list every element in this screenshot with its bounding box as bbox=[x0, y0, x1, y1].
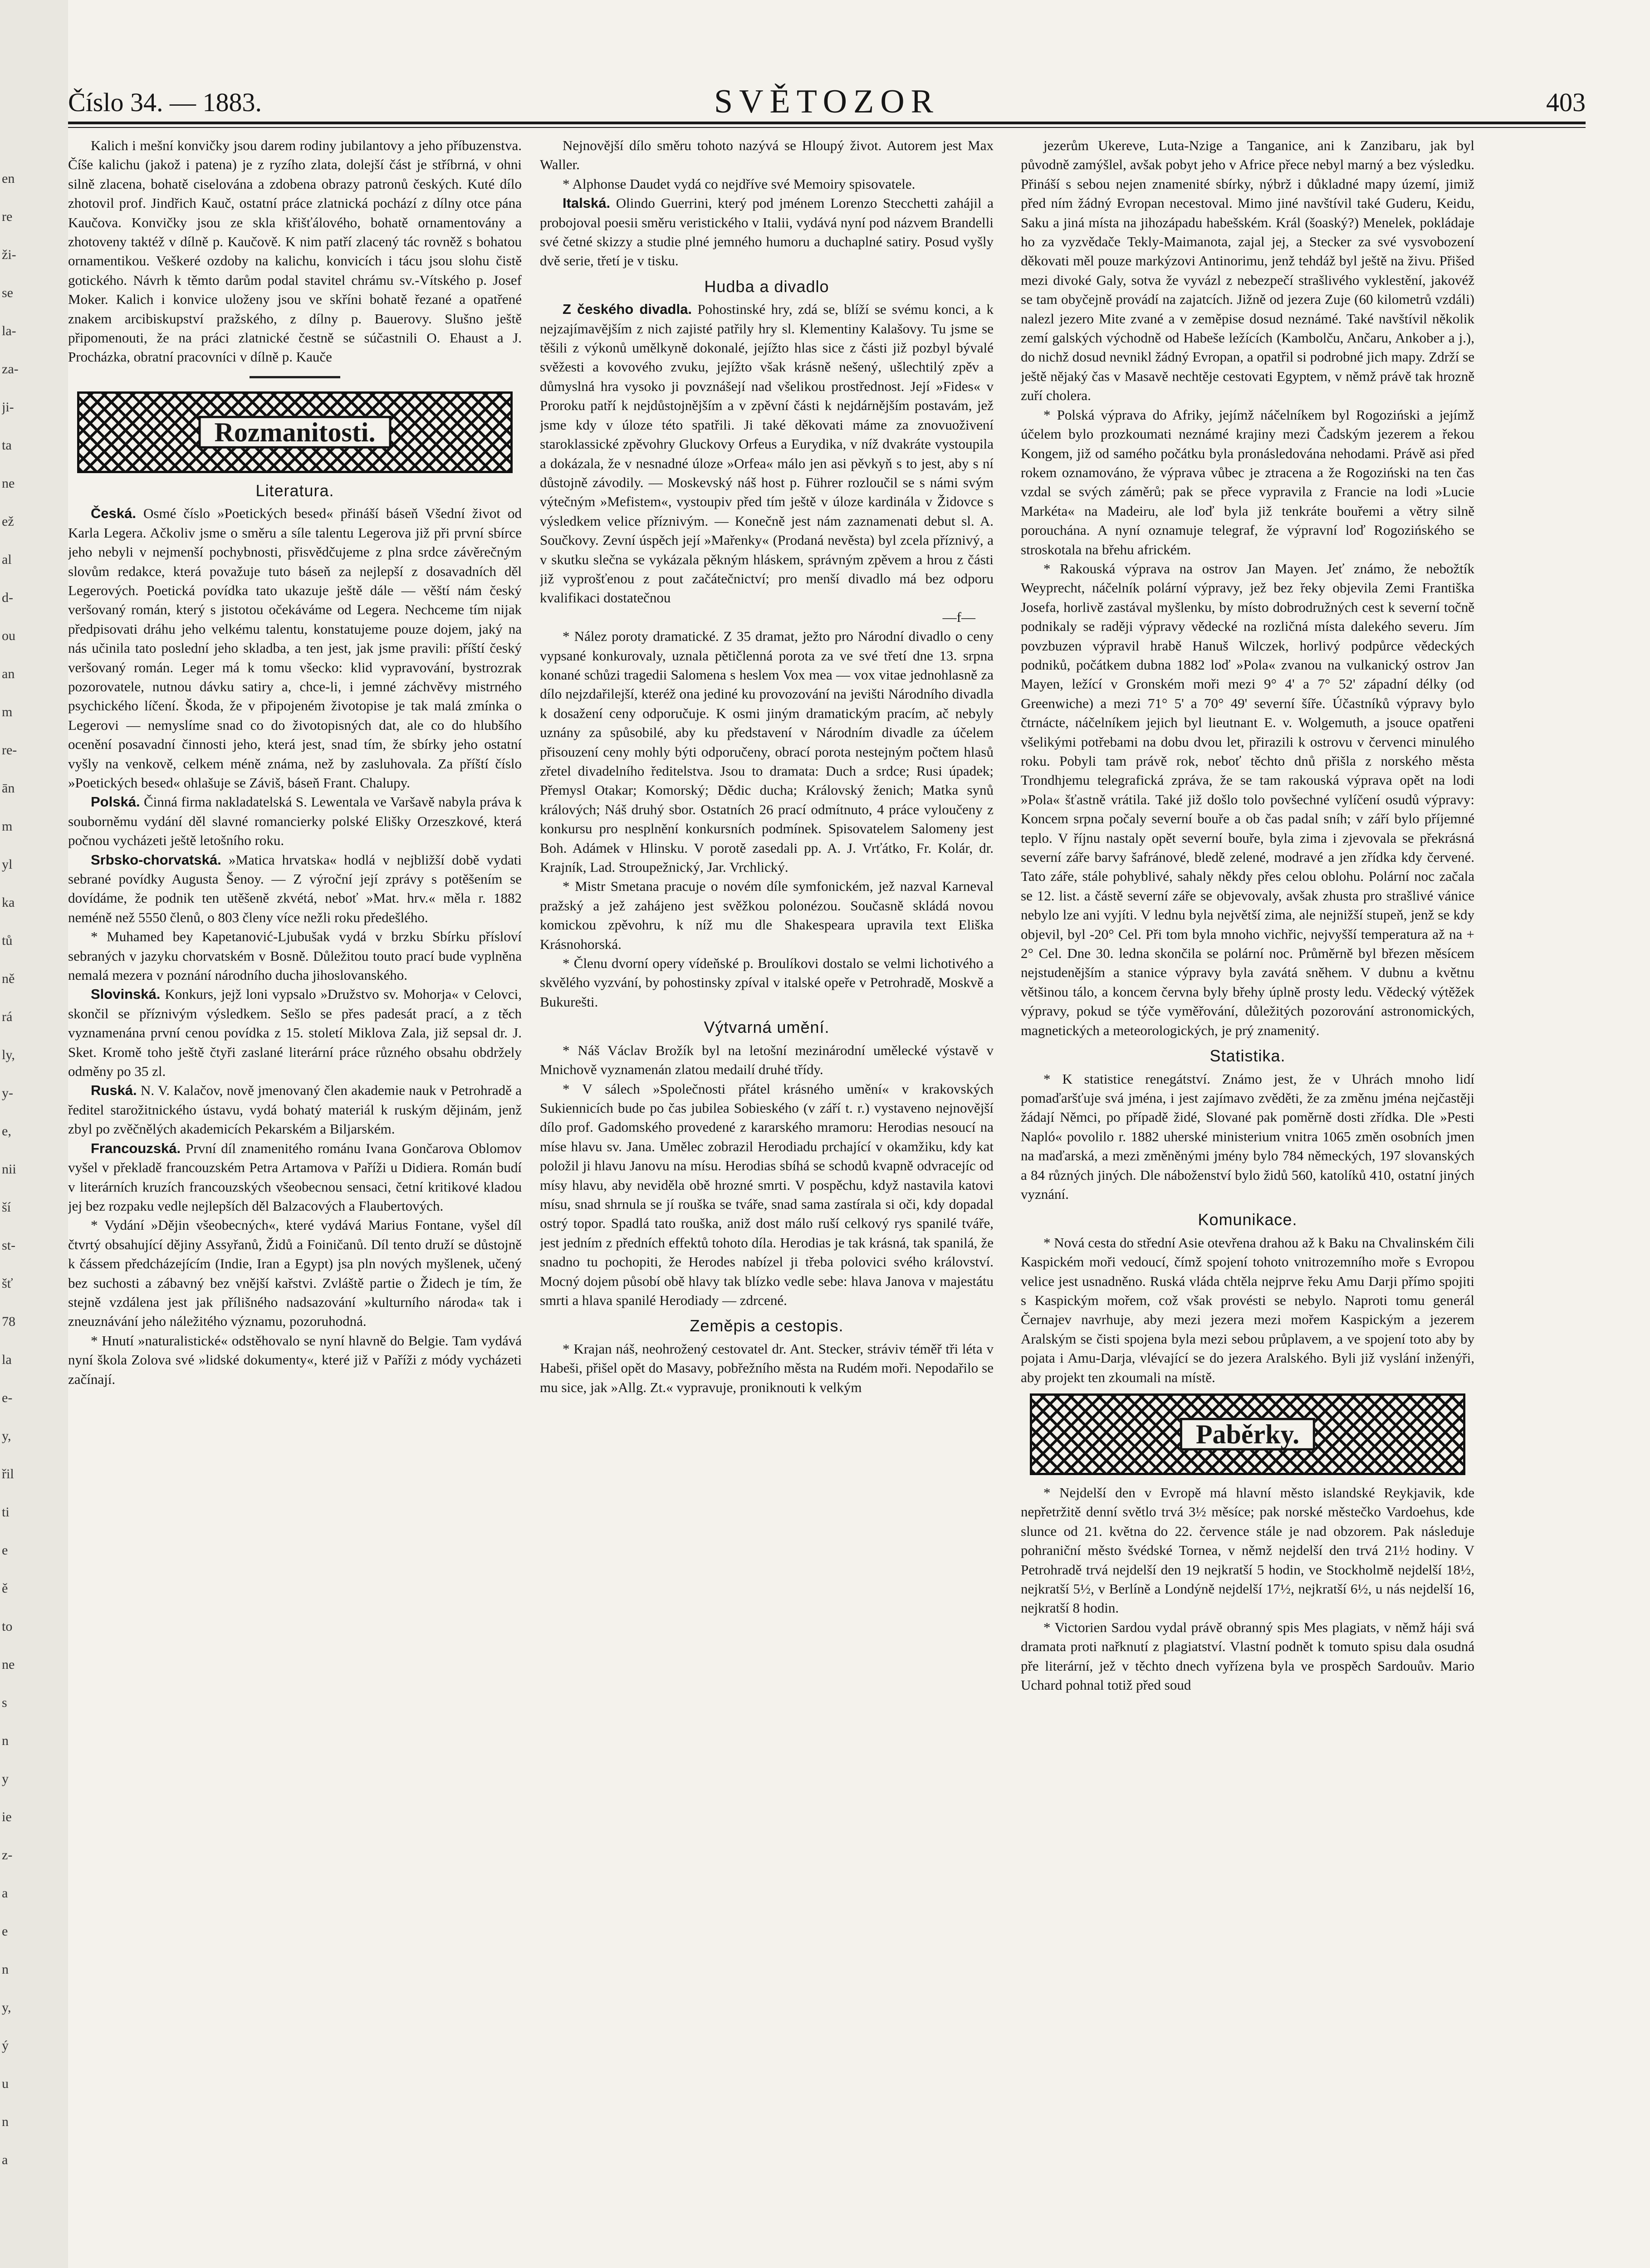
subheading: Srbsko-chorvatská. bbox=[91, 851, 221, 868]
gutter-fragment: nii bbox=[2, 1162, 16, 1177]
gutter-fragment: se bbox=[2, 285, 13, 300]
gutter-fragment: za- bbox=[2, 362, 19, 376]
page-number: 403 bbox=[1546, 88, 1586, 117]
paragraph: * Rakouská výprava na ostrov Jan Mayen. Jeť známo, že nebožtík Weyprecht, náčelník polární výpravy, jež bez řeky objevila Zemi Františka Josefa, horlivě zastával myšlenku, by místo dobrodružných cest k severní točně podnikaly se raději výpravy vědecké na rozličná místa dalekého severu. Jím povzbuzen výpravil hrabě Hanuš Wilczek, horlivý podpůrce vědeckých podniků, počátkem dubna 1882 loď »Pola« zvanou na vulkanický ostrov Jan Mayen, ležící v Gronském moři mezi 9° 4' a 7° 52' západní délky (od Greenwiche) a mezi 71° 5' a 70° 49' severní šíře. Účastníků výpravy bylo čtrnácte, náčelníkem jejich byl lieutnant E. v. Wolgemuth, a jsouce opatřeni všelikými potřebami na dobu dvou let, přirazili k ostrovu v červenci minulého roku. Pobyli tam právě rok, neboť těchto dnů přišla z norského města Trondhjemu telegrafická zpráva, že se tam rakouská výprava opět na lodi »Pola« šťastně vrátila. Také již došlo tolo povšechné vylíčení osudů výpravy: Koncem srpna počaly severní bouře a ob čas padal sníh; v září bylo příjemné teplo. V říjnu nastaly opět severní bouře, byla zima i zjevovala se překrásná severní záře barvy šafránové, bledě zelené, modravé a jen zřídka kdy červené. Tato záře, stále pohyblivé, sahaly někdy přes celou oblohu. Polární noc začala se 12. list. a částě severní záře se objevovaly, avšak zhusta pro strašlivé vánice nebylo lze ani vyjíti. V lednu byla největší zima, ale nejnižší stupeň, jenž se kdy objevil, byl -20° Cel. Při tom byla mnoho vichřic, nejvyšší temperatura až na + 2° Cel. Dne 30. ledna skončila se polární noc. Průměrně byl březen měsícem nejstudenějším a stanice výpravy byla zavátá sněhem. V dubnu a květnu většinou tálo, a koncem června byly břehy úplně prosty ledu. Vědecký výtěžek výpravy, pokud se týče vyměřování, důležitých pozorování astronomických, magnetických a meteorologických, je prý znamenitý. bbox=[1021, 560, 1474, 1038]
gutter-fragment: ou bbox=[2, 628, 15, 643]
paragraph: * Nejdelší den v Evropě má hlavní město islandské Reykjavik, kde nepřetržitě denní světlo trvá 3½ měsíce; pak norské městečko Vardoehus, kde slunce od 21. května do 22. července stále je nad obzorem. Pak následuje pohraniční město švédské Tornea, v němž nejdelší den trvá 21½ hodiny. V Petrohradě trvá nejdelší den 19 nejkratší 5 hodin, ve Stockholmě nejdelší 18½, nejkratší 5½, v Berlíně a Londýně nejdelší 17½, nejkratší 6½, u nás nejdelší 16, nejkratší 8 hodin. bbox=[1021, 1485, 1474, 1616]
subheading: Francouzská. bbox=[91, 1140, 181, 1156]
gutter-fragment: 78 bbox=[2, 1314, 15, 1329]
paragraph: * Nález poroty dramatické. Z 35 dramat, ježto pro Národní divadlo o ceny vypsané konkurovaly, uznala pětičlenná porota za ve své třetí dne 13. srpna konané schůzi tragedii Salomena s heslem Vox mea — vox vitae jednohlasně za dílo nejzdařilejší, kteréž ona jediné ku provozování na jevišti Národního divadla k dosažení ceny odporučuje. K osmi jiným dramatickým pracím, ač nebyly uznány za spůsobilé, aby ku představení v Národním divadle za účelem přisouzení ceny mohly býti odporučeny, obrací porota nestejným počtem hlasů zřetel divadelního ředitelstva. Jsou to dramata: Duch a srdce; Rusi úpadek; Přemysl Otakar; Komorský; Dědic ducha; Královský ženich; Matka synů králových; Náš druhý sbor. Ostatních 26 prací odmítnuto, 4 práce vyloučeny z konkursu pro nesplnění konkursních podmínek. Spisovatelem Salomeny jest Boh. Adámek v Hlinsku. V porotě zasedali pp. A. J. Vrťátko, Fr. Kolár, dr. Krajník, Lad. Stroupežnický, Jar. Vrchlický. bbox=[540, 628, 994, 875]
gutter-fragment: tů bbox=[2, 933, 13, 948]
paragraph: Francouzská. První díl znamenitého románu Ivana Gončarova Oblomov vyšel v překladě francouzském Petra Artamova v Paříži u Didiera. Román budí v literárních kruzích francouzských všeobecnou sensaci, četní kritikové kladou jej bez rozpaku vedle nejlepších děl Balzacových a Flaubertových. bbox=[68, 1140, 522, 1214]
column-1 bbox=[68, 136, 522, 2268]
gutter-fragment: ne bbox=[2, 1657, 15, 1672]
gutter-fragment: ži- bbox=[2, 247, 16, 262]
gutter-fragment: ān bbox=[2, 781, 15, 796]
gutter-fragment: ně bbox=[2, 971, 15, 986]
header-rule bbox=[68, 122, 1586, 124]
paragraph: * Vydání »Dějin všeobecných«, které vydává Marius Fontane, vyšel díl čtvrtý obsahující dějiny Assyřanů, Židů a Foiničanů. Díl tento druží se důstojně k čássem předcházejícím (Indie, Iran a Egypt) jsa pln nových myšlenek, učený bez suchosti a zábavný bez vnější kařstvi. Zvláště partie o Židech je tím, že stejně vzdálena jest jak přílišného nadsazování »kulturního národa« tak i zneuznávání jeho náležitého významu, pozoruhodná. bbox=[68, 1217, 522, 1330]
section-heading: Literatura. bbox=[255, 481, 334, 500]
paragraph: * Polská výprava do Afriky, jejímž náčelníkem byl Rogoziński a jejímž účelem bylo prozkoumati neznámé krajiny mezi Čadským jezerem a řekou Kongem, již od samého počátku byla pronásledována nehodami. Právě asi před rokem oznamováno, že výprava vůbec je ztracena a že Rogoziński na ten čas vzdal se svých záměrů; pak se přece vypravila z Francie na lodi »Lucie Markéta« na Madeiru, ale loď byla již tenkráte bouřemi a větry silně porouchána. A nyní oznamuje telegraf, že výpravní loď Rogozińského se stroskotala na břehu africkém. bbox=[1021, 406, 1474, 557]
paragraph: Z českého divadla. Pohostinské hry, zdá se, blíží se svému konci, a k nejzajímavějším z nich zajisté patřily hry sl. Klementiny Kalašovy. Tu jsme se těšili z výkonů umělkyně dokonalé, jejížto hlas sice z části již pozbyl bývalé svěžesti a kovového zvuku, jejížto však krásně nešený, ušlechtilý zpěv a důmyslná hra vysoko ji povznášejí nad všelikou prostřednost. Její »Fides« v Proroku patří k nejdůstojnějším a v zpěvní části k nejdárnějším postavám, jež jsme kdy v úloze této spatřili. Ji také děkovati máme za znovuoživení staroklassické zpěvohry Gluckovy Orfeus a Eurydika, v níž dvakráte vystoupila a dokázala, že v nesnadné úloze »Orfea« málo jen asi pěvkyň s to jest, aby s ní důstojně závodily. — Moskevský náš host p. Führer rozloučil se s námi svým výtečným »Mefistem«, vystoupiv před tím ještě v úloze kardinála v Židovce s výsledkem velice příznivým. — Konečně jest nám zaznamenati debut sl. A. Součkovy. Zevní úspěch její »Mařenky« (Prodaná nevěsta) byl zcela příznivý, a v skutku slečna se vykázala pěkným hláskem, správným zpěvem a hrou z části již vyprošťenou z pout začátečnictví; pro menší divadlo má bez odporu kvalifikaci dostatečnou bbox=[540, 301, 994, 606]
paragraph: Italská. Olindo Guerrini, který pod jménem Lorenzo Stecchetti zahájil a probojoval poesii směru veristického v Italii, vydává nyní pod názvem Brandelli své četné skizzy a studie plné jemného humoru a duchaplné satiry. Posud vyšly dvě serie, třetí je v tisku. bbox=[540, 195, 994, 269]
gutter-fragment: n bbox=[2, 1962, 9, 1977]
paragraph: * Členu dvorní opery vídeňské p. Broulíkovi dostalo se velmi lichotivého a skvělého vyzvání, by pohostinsky zpíval v italské opeře v Petrohradě, Moskvě a Bukurešti. bbox=[540, 955, 994, 1010]
paragraph: * Mistr Smetana pracuje o novém díle symfonickém, jež nazval Karneval pražský a jež zahájeno jest svěžkou polonézou. Současně skládá novou komickou zpěvohru, k níž mu dle Shakespeara upravila text Eliška Krásnohorská. bbox=[540, 878, 994, 952]
gutter-fragment: y, bbox=[2, 1428, 11, 1443]
paragraph: * Nová cesta do střední Asie otevřena drahou až k Baku na Chvalinském čili Kaspickém moři vedoucí, čímž spojení tohoto vnitrozemního moře s Evropou velice jest usnadněno. Ruská vláda chtěla nejprve řeku Amu Darji přímo spojiti s Kaspickým mořem, což však provésti se nebylo. Naproti tomu generál Černajev navrhuje, aby mezi jezera mezi mořem Kaspickým a jezerem Aralským se čisti spojena byla mezi sebou průplavem, a ve spojení toto aby by pojata i Amu-Darja, vlévající se do jezera Aralského. Byli již vyslání inženýři, aby projekt ten zkoumali na místě. bbox=[1021, 1234, 1474, 1385]
gutter-fragment: z- bbox=[2, 1848, 13, 1862]
gutter-fragment: en bbox=[2, 171, 15, 186]
paragraph: * K statistice renegátství. Známo jest, že v Uhrách mnoho lidí pomaďaršťuje svá jména, i jest zajímavo zvěděti, že za změnu jména nejčastěji žádají Němci, po případě židé, Slované pak poměrně dosti zřídka. Dle »Pesti Napló« povolilo r. 1882 uherské ministerium vnitra 1065 změn osobních jmen na maďarská, a mezi změněnými jmény bylo 784 německých, 197 slovanských a 84 různých jiných. Dle náboženství bylo židů 560, katolíků 410, ostatní jiných vyznání. bbox=[1021, 1070, 1474, 1202]
gutter-fragment: n bbox=[2, 1733, 9, 1748]
paragraph: Nejnovější dílo směru tohoto nazývá se Hloupý život. Autorem jest Max Waller. bbox=[540, 137, 994, 173]
section-banner bbox=[77, 391, 513, 473]
paragraph: Ruská. N. V. Kalačov, nově jmenovaný člen akademie nauk v Petrohradě a ředitel starožitnického ústavu, vydá bohatý materiál k ruským dějinám, jenž zbyl po zvěčnělých akademicích Pekarském a Biljarském. bbox=[68, 1082, 522, 1137]
gutter-fragment: u bbox=[2, 2076, 9, 2091]
paragraph: * Náš Václav Brožík byl na letošní mezinárodní umělecké výstavě v Mnichově vyznamenán zlatou medailí druhé třídy. bbox=[540, 1042, 994, 1078]
gutter-fragment: ne bbox=[2, 476, 15, 491]
column-3 bbox=[1021, 136, 1474, 2268]
section-divider bbox=[68, 367, 522, 385]
subheading: Slovinská. bbox=[91, 986, 161, 1002]
paragraph: Česká. Osmé číslo »Poetických besed« přináší báseň Všední život od Karla Legera. Ačkoliv jsme o směru a síle talentu Legerova již při první sbírce jeho nebyli v nejmenší pochybnosti, přisvědčujeme z plna srdce závěrečným slovům redakce, která považuje tuto báseň za nejlepší z dosavadních děl Legerových. Poetická povídka tato ukazuje ještě dále — věští nám český veršovaný román, který s jistotou očekáváme od Legera. Nechceme tím nijak předpisovati dráhu jeho velkému talentu, konstatujeme pouze dojem, jaký na nás učinila tato poslední jeho skladba, a ten jest, jak jsme pravili: příští český veršovaný román. Leger má k tomu všecko: klid vypravování, bystrozrak pozorovatele, nutnou dávku satiry a, chce-li, i jemné záchvěvy mistrného psychického líčení. Škoda, že v připojeném životopise je tak malá zmínka o Legerovi — nemyslíme snad co do životopisných dat, ale co do hlubšího ocenění posavadní činnosti jeho, která jest, snad tím, že sbírky jeho ostatní vyšly na venkově, celkem méně známa, než by zasluhovala. Za příští číslo »Poetických besed« ohlašuje se Záviš, báseň Frant. Chalupy. bbox=[68, 505, 522, 791]
gutter-fragment: e bbox=[2, 1924, 8, 1939]
section-heading: Výtvarná umění. bbox=[704, 1018, 830, 1037]
gutter-fragment: a bbox=[2, 1886, 8, 1901]
gutter-fragment: ti bbox=[2, 1505, 10, 1520]
paragraph: * V sálech »Společnosti přátel krásného umění« v krakovských Sukiennicích bude po čas jubilea Sobieského (v září t. r.) vystaveno nejnovější dílo prof. Gadomského provedené z kararského mramoru: Herodias nesoucí na míse hlavu sv. Jana. Umělec zobrazil Herodiadu prchající v okamžiku, kdy kat položil ji hlavu Janovu na mísu. Herodias sbíhá se schodů kvapně odvracejíc od mísy hlavu, aby neviděla obě hrozné smrti. V pospěchu, když nastavila katovi mísu, snad shrnula se jí rouška se tváře, snad sama zastírala si oči, kdy dopadal ostrý topor. Spadlá tato rouška, aniž dost málo ruší celkový rys spanilé tváře, jest jedním z předních effektů tohoto díla. Herodias je tak krásná, tak spanilá, že snadno tu pochopiti, že Herodes nabízel ji třeba polovici svého království. Mocný dojem působí obě hlavy tak blízko vedle sebe: hlava Janova v majestátu smrti a hlava spanilé Herodiady — zdrcené. bbox=[540, 1080, 994, 1308]
gutter-fragment: e bbox=[2, 1543, 8, 1558]
paragraph: * Krajan náš, neohrožený cestovatel dr. Ant. Stecker, stráviv téměř tři léta v Habeši, přišel opět do Masavy, pobřežního města na Rudém moři. Nepodařilo se mu sice, jak »Allg. Zt.« vypravuje, proniknouti k velkým bbox=[540, 1340, 994, 1395]
paragraph: Srbsko-chorvatská. »Matica hrvatska« hodlá v nejbližší době vydati sebrané povídky Augusta Šenoy. — Z výroční její zprávy s potěšením se dovídáme, že podnik ten utěšeně zkvétá, neboť »Mat. hrv.« měla r. 1882 neméně než 5550 členů, o 803 členy více nežli roku předešlého. bbox=[68, 851, 522, 925]
paragraph: Slovinská. Konkurs, jejž loni vypsalo »Družstvo sv. Mohorja« v Celovci, skončil se příznivým výsledkem. Sešlo se přes padesát prací, a z těch vyznamenána první cenou povídka z 15. století Miklova Zala, již sepsal dr. J. Sket. Kromě toho ještě čtyři zaslané literární práce různého obsahu obdržely odměny po 35 zl. bbox=[68, 986, 522, 1080]
subheading: Italská. bbox=[563, 195, 611, 211]
subheading: Ruská. bbox=[91, 1082, 137, 1099]
gutter-fragment: m bbox=[2, 819, 13, 834]
gutter-fragment: m bbox=[2, 704, 13, 719]
section-heading: Hudba a divadlo bbox=[704, 277, 829, 296]
paragraph: * Victorien Sardou vydal právě obranný spis Mes plagiats, v němž háji svá dramata proti nařknutí z plagiatství. Vlastní podnět k tomuto spisu dala osudná pře literární, jež v těchto dnech vyřízena byla ve prospěch Sardouův. Mario Uchard pohnal totiž před soud bbox=[1021, 1619, 1474, 1693]
paragraph: jezerům Ukereve, Luta-Nzige a Tanganice, ani k Zanzibaru, jak byl původně zamýšlel, avšak pobyt jeho v Africe přece nebyl marný a bez výsledku. Přináší s sebou nejen znamenité sbírky, nýbrž i důkladné mapy území, jimiž před ním žádný Evropan necestoval. Mimo jiné navštívil také Guderu, Keidu, Saku a jiná místa na jihozápadu habešském. Král (šoaský?) Menelek, pokládaje ho za vyzvědače Tekly-Maimanota, zajal jej, a Stecker za své vysvobození děkovati měl pouze markýzovi Antinorimu, jenž tehdáž byl ještě na živu. Přišed mezi divoké Galy, sotva že vyvázl z nebezpečí strašlivého vyklestění, jakovéž se tam obyčejně provádí na zajatcích. Jižně od jezera Zuje (60 kilometrů vzdáli) nalezl jezero Mite zvané a v zeměpise dosud neznámé. Také navštívil několik zemí galských východně od Habeše ležících (Kambolču, Ančaru, Ankober a j.), do nichž dosud nevnikl žádný Evropan, a opatřil si podrobné jich mapy. Zdrží se ještě nějaký čas v Masavě nechtěje cestovati Egyptem, v němž právě tak hrozně zuří cholera. bbox=[1021, 137, 1474, 404]
paragraph: * Alphonse Daudet vydá co nejdříve své Memoiry spisovatele. bbox=[563, 176, 916, 192]
gutter-fragment: an bbox=[2, 666, 15, 681]
gutter-fragment: ý bbox=[2, 2038, 9, 2053]
paragraph: Kalich i mešní konvičky jsou darem rodiny jubilantovy a jeho příbuzenstva. Číše kalichu (jakož i patena) je z ryzího zlata, dolejší část je stříbrná, v ohni silně zlacena, bohatě ciselována a zdobena obrazy patronů českých. Kuté dílo zhotovil prof. Jindřich Kauč, ostatní práce zlatnická pochází z dílny otce pána Kaučova. Konvičky jsou ze skla křišťálového, bohatě ornamentovány a zhotoveny taktéž v dílně p. Kaučově. K nim patří zlacený tác rovněž s bohatou ornamentikou. Veškeré ozdoby na kalichu, konvicích i tácu jsou slohu čistě gotického. Návrh k těmto darům podal stavitel chrámu sv.-Vítského p. Josef Moker. Kalich i konvice uloženy jsou ve skříni bohatě řezané a opatřené znakem arcibiskupství pražského, z dílny p. Bauerovy. Slušno ještě připomenouti, že na práci zlatnické čestně se súčastnili O. Ehaust a J. Procházka, obratní pracovníci v dílně p. Kauče bbox=[68, 137, 522, 365]
gutter-fragment: la bbox=[2, 1352, 12, 1367]
subheading: Česká. bbox=[91, 505, 136, 522]
paragraph: Polská. Činná firma nakladatelská S. Lewentala ve Varšavě nabyla práva k souborněmu vydání děl slavné romancierky polské Elišky Orzeszkové, která počnou vycházeti ještě letošního roku. bbox=[68, 794, 522, 849]
gutter-fragment: y, bbox=[2, 2000, 11, 2015]
gutter-fragment: ie bbox=[2, 1809, 12, 1824]
gutter-fragment: ší bbox=[2, 1200, 11, 1215]
subheading: Polská. bbox=[91, 794, 140, 810]
gutter-fragment: re bbox=[2, 209, 13, 224]
section-heading: Zeměpis a cestopis. bbox=[690, 1316, 844, 1335]
adjacent-page-strip bbox=[0, 0, 68, 2268]
gutter-fragment: a bbox=[2, 2152, 8, 2167]
gutter-fragment: řil bbox=[2, 1466, 14, 1481]
gutter-fragment: s bbox=[2, 1695, 7, 1710]
gutter-fragment: šť bbox=[2, 1276, 13, 1291]
section-banner bbox=[1030, 1393, 1465, 1475]
banner-title: Paběrky. bbox=[1180, 1418, 1315, 1451]
banner-title: Rozmanitosti. bbox=[199, 416, 392, 449]
column-2 bbox=[540, 136, 994, 2268]
gutter-fragment: e- bbox=[2, 1390, 13, 1405]
gutter-fragment: ka bbox=[2, 895, 15, 910]
gutter-fragment: ě bbox=[2, 1581, 8, 1596]
page-header bbox=[68, 78, 1586, 119]
gutter-fragment: ly, bbox=[2, 1047, 15, 1062]
gutter-fragment: ji- bbox=[2, 400, 14, 415]
gutter-fragment: re- bbox=[2, 743, 17, 758]
gutter-fragment: d- bbox=[2, 590, 13, 605]
gutter-fragment: y bbox=[2, 1771, 9, 1786]
gutter-fragment: e, bbox=[2, 1124, 11, 1139]
gutter-fragment: al bbox=[2, 552, 12, 567]
paragraph: * Hnutí »naturalistické« odstěhovalo se nyní hlavně do Belgie. Tam vydává nyní škola Zolova své »lidské dokumenty«, které již v Paříži z módy vycházeti začínají. bbox=[68, 1332, 522, 1387]
issue-number: Číslo 34. — 1883. bbox=[68, 88, 262, 117]
journal-title: SVĚTOZOR bbox=[714, 83, 940, 120]
gutter-fragment: ta bbox=[2, 438, 12, 453]
section-heading: Komunikace. bbox=[1198, 1210, 1297, 1229]
gutter-fragment: y- bbox=[2, 1085, 13, 1100]
paragraph: * Muhamed bey Kapetanović-Ljubušak vydá v brzku Sbírku přísloví sebraných v jazyku chorvatském v Bosně. Důležitou touto prací bude vyplněna nemalá mezera v poznání národního ducha jihoslovanského. bbox=[68, 929, 522, 983]
gutter-fragment: ež bbox=[2, 514, 14, 529]
subheading: Z českého divadla. bbox=[563, 301, 692, 318]
author-signature: —f— bbox=[942, 609, 975, 625]
gutter-fragment: la- bbox=[2, 323, 16, 338]
header-rule-thin bbox=[68, 127, 1586, 128]
gutter-fragment: to bbox=[2, 1619, 13, 1634]
section-heading: Statistika. bbox=[1209, 1046, 1286, 1066]
gutter-fragment: rá bbox=[2, 1009, 13, 1024]
gutter-fragment: n bbox=[2, 2114, 9, 2129]
gutter-fragment: st- bbox=[2, 1238, 15, 1253]
gutter-fragment: yl bbox=[2, 857, 13, 872]
